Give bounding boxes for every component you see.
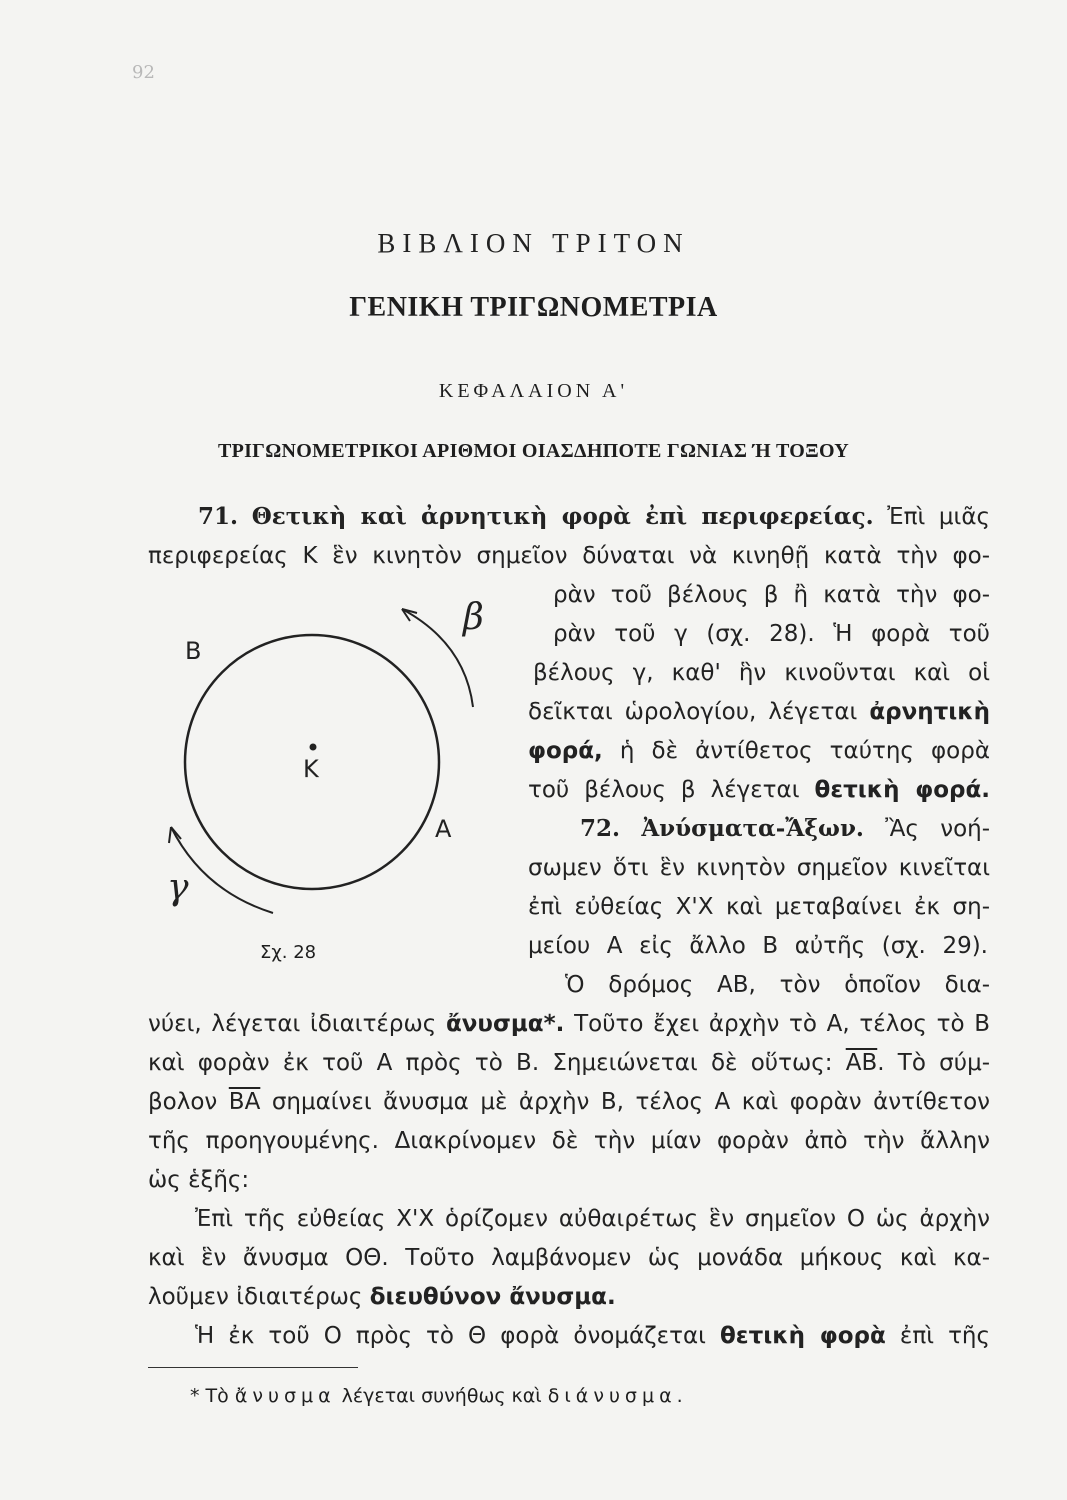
para71-line-7b: ἡ δὲ ἀντίθετος ταύτης φορὰ bbox=[619, 738, 990, 764]
para72-line-2: σωμεν ὅτι ἓν κινητὸν σημεῖον κινεῖται bbox=[528, 855, 990, 881]
positive-direction-term-axis: θετικὴ φορὰ bbox=[720, 1323, 886, 1349]
negative-direction-term-2: φορά, bbox=[528, 738, 603, 764]
para71-line-1 bbox=[198, 502, 990, 532]
para71-line-1-rest: Ἐπὶ μιᾶς bbox=[887, 504, 990, 530]
para72-line-8a: βολον bbox=[148, 1089, 218, 1115]
para71-line-6 bbox=[528, 697, 990, 727]
para71-line-3: ρὰν τοῦ βέλους β ἢ κατὰ τὴν φο- bbox=[553, 582, 990, 608]
section-title: ΤΡΙΓΩΝΟΜΕΤΡΙΚΟΙ ΑΡΙΘΜΟΙ ΟΙΑΣΔΗΠΟΤΕ ΓΩΝΙΑΣ Ή ΤΟΞΟΥ bbox=[217, 440, 850, 462]
figure-caption: Σχ. 28 bbox=[260, 942, 317, 963]
para72-number: 72. bbox=[580, 815, 621, 842]
para72-line-4: μείου Α εἰς ἄλλο Β αὐτῆς (σχ. 29). bbox=[528, 933, 988, 959]
para72-line-7a: καὶ φορὰν ἐκ τοῦ Α πρὸς τὸ Β. Σημειώνεται δὲ οὕτως: bbox=[148, 1050, 833, 1076]
para71-line-6a: δεῖκται ὡρολογίου, λέγεται bbox=[528, 699, 858, 725]
para72-line-8c: σημαίνει ἄνυσμα μὲ ἀρχὴν Β, τέλος Α καὶ φορὰν ἀντίθετον bbox=[271, 1089, 990, 1115]
para72-line-8 bbox=[148, 1087, 990, 1117]
para71-line-2: περιφερείας Κ ἓν κινητὸν σημεῖον δύναται νὰ κινηθῇ κατὰ τὴν φο- bbox=[148, 543, 990, 569]
point-b-label: Β bbox=[185, 637, 202, 665]
para72-title: Ἀνύσματα-Ἄξων. bbox=[641, 815, 864, 842]
point-k-label: Κ bbox=[303, 755, 319, 783]
para71-line-4: ρὰν τοῦ γ (σχ. 28). Ἡ φορὰ τοῦ bbox=[553, 621, 990, 647]
arrow-gamma-label: γ bbox=[167, 867, 189, 908]
footnote-text-d: διάνυσμα. bbox=[547, 1385, 688, 1407]
para72-line-9: τῆς προηγουμένης. Διακρίνομεν δὲ τὴν μίαν φορὰν ἀπὸ τὴν ἄλλην bbox=[148, 1128, 990, 1154]
figure-28 bbox=[155, 595, 515, 935]
footnote-marker: * bbox=[190, 1385, 200, 1407]
page-number: 92 bbox=[132, 62, 155, 83]
book-title: ΒΙΒΛΙΟΝ ΤΡΙΤΟΝ bbox=[377, 228, 690, 258]
footnote-text-c: λέγεται συνήθως καὶ bbox=[341, 1385, 542, 1407]
para72-line-1 bbox=[580, 814, 990, 844]
point-a-label: Α bbox=[435, 815, 452, 843]
footnote bbox=[190, 1385, 688, 1407]
negative-direction-term: ἀρνητικὴ bbox=[869, 699, 990, 725]
para72-line-12: καὶ ἓν ἄνυσμα ΟΘ. Τοῦτο λαμβάνομεν ὡς μονάδα μήκους καὶ κα- bbox=[148, 1245, 990, 1271]
vector-ab-symbol: $\overline{AB}$ bbox=[845, 1050, 878, 1076]
para72-line-13 bbox=[148, 1282, 616, 1312]
part-title: ΓΕΝΙΚΗ ΤΡΙΓΩΝΟΜΕΤΡΙΑ bbox=[349, 292, 718, 323]
para72-line-10: ὡς ἑξῆς: bbox=[148, 1167, 250, 1193]
center-point-k bbox=[310, 744, 317, 751]
arrowhead-beta bbox=[402, 609, 417, 621]
para72-line-14c: ἐπὶ τῆς bbox=[899, 1323, 991, 1349]
para71-line-8a: τοῦ βέλους β λέγεται bbox=[528, 777, 800, 803]
para71-title: Θετικὴ καὶ ἀρνητικὴ φορὰ ἐπὶ περιφερείας. bbox=[251, 503, 874, 530]
para72-line-7c: . Τὸ σύμ- bbox=[877, 1050, 991, 1076]
para71-line-8 bbox=[528, 775, 990, 805]
chapter-title: ΚΕΦΑΛΑΙΟΝ Α' bbox=[438, 380, 629, 402]
footnote-text-a: Τὸ bbox=[205, 1385, 229, 1407]
para72-line-1-rest: Ἂς νοή- bbox=[885, 816, 991, 842]
figure-28-drawing bbox=[155, 595, 515, 935]
para72-line-6 bbox=[148, 1009, 990, 1039]
para72-line-3: ἐπὶ εὐθείας Χ'Χ καὶ μεταβαίνει ἐκ ση- bbox=[528, 894, 990, 920]
para72-line-6a: νύει, λέγεται ἰδιαιτέρως bbox=[148, 1011, 437, 1037]
unit-vector-term: διευθύνον ἄνυσμα. bbox=[369, 1284, 616, 1310]
vector-ba-symbol: $\overline{BA}$ bbox=[228, 1089, 261, 1115]
footnote-rule bbox=[148, 1367, 358, 1368]
para72-line-11: Ἐπὶ τῆς εὐθείας Χ'Χ ὁρίζομεν αὐθαιρέτως ἓν σημεῖον Ο ὡς ἀρχὴν bbox=[195, 1206, 990, 1232]
footnote-text-b: ἄνυσμα bbox=[234, 1385, 336, 1407]
para72-line-5: Ὁ δρόμος ΑΒ, τὸν ὁποῖον δια- bbox=[565, 972, 990, 998]
para72-line-6c: Τοῦτο ἔχει ἀρχὴν τὸ Α, τέλος τὸ Β bbox=[574, 1011, 991, 1037]
para72-line-7 bbox=[148, 1048, 990, 1078]
vector-term: ἄνυσμα*. bbox=[445, 1011, 565, 1037]
para72-line-14a: Ἡ ἐκ τοῦ Ο πρὸς τὸ Θ φορὰ ὀνομάζεται bbox=[195, 1323, 706, 1349]
arrow-beta-label: β bbox=[463, 597, 484, 638]
para71-line-7 bbox=[528, 736, 990, 766]
para72-line-14 bbox=[195, 1321, 990, 1351]
positive-direction-term: θετικὴ φορά. bbox=[814, 777, 990, 803]
para71-number: 71. bbox=[198, 503, 239, 530]
para72-line-13a: λοῦμεν ἰδιαιτέρως bbox=[148, 1284, 363, 1310]
para71-line-5: βέλους γ, καθ' ἣν κινοῦνται καὶ οἱ bbox=[533, 660, 990, 686]
